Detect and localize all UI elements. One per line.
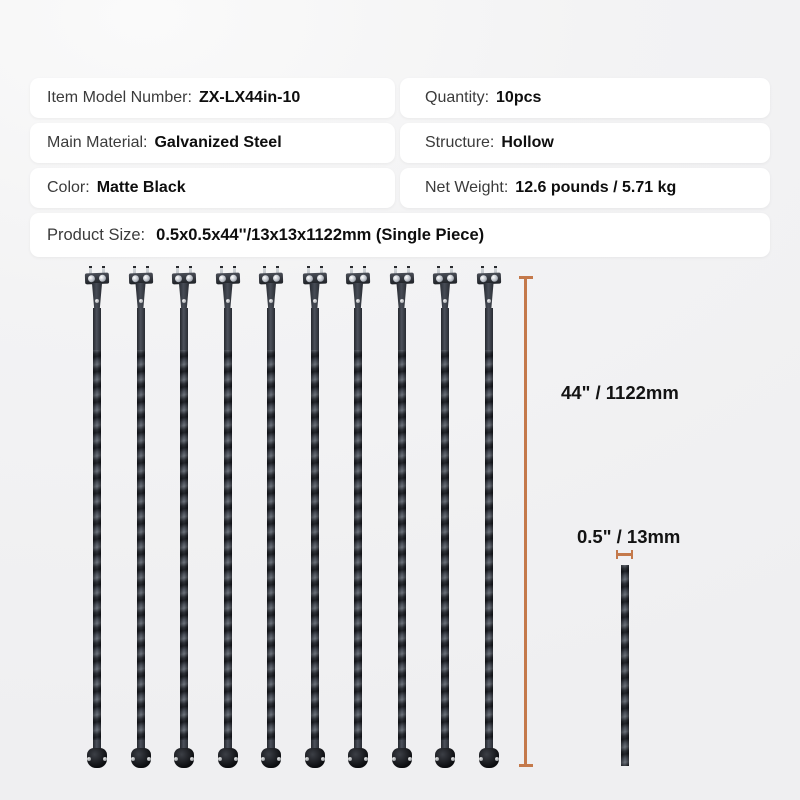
twisted-shaft xyxy=(398,350,406,740)
shaft-plain-top xyxy=(485,308,493,350)
bracket-plate xyxy=(346,273,370,285)
bracket-neck xyxy=(91,283,103,308)
spec-label: Color: xyxy=(47,179,90,196)
baluster xyxy=(256,266,286,768)
bracket-neck xyxy=(483,283,495,308)
shaft-plain-top xyxy=(224,308,232,350)
base-foot xyxy=(305,748,325,768)
base-foot xyxy=(174,748,194,768)
base-foot xyxy=(348,748,368,768)
baluster xyxy=(430,266,460,768)
width-dimension-label: 0.5" / 13mm xyxy=(577,526,681,547)
bracket-plate xyxy=(85,273,109,285)
bolt xyxy=(273,275,280,282)
height-dimension-cap-bottom xyxy=(519,764,533,767)
spec-value: Matte Black xyxy=(96,179,186,196)
shaft-plain-top xyxy=(311,308,319,350)
screw xyxy=(400,299,404,303)
baluster xyxy=(169,266,199,768)
bolt xyxy=(436,275,443,282)
twisted-shaft xyxy=(224,350,232,740)
shaft-plain-top xyxy=(441,308,449,350)
base-foot xyxy=(479,748,499,768)
bracket-neck xyxy=(396,283,408,308)
base-foot xyxy=(435,748,455,768)
bolt xyxy=(88,275,95,282)
bolt xyxy=(349,275,356,282)
baluster xyxy=(82,266,112,768)
bracket-plate xyxy=(476,273,500,285)
bolt xyxy=(479,275,486,282)
bracket-neck xyxy=(178,283,190,308)
spec-value: 10pcs xyxy=(496,89,542,106)
spec-value: Galvanized Steel xyxy=(154,134,282,151)
spec-value: Hollow xyxy=(501,134,554,151)
bracket-neck xyxy=(135,283,147,308)
bolt xyxy=(229,275,236,282)
baluster xyxy=(213,266,243,768)
spec-label: Item Model Number: xyxy=(47,89,192,106)
base-foot xyxy=(392,748,412,768)
bolt xyxy=(447,275,454,282)
screw xyxy=(356,299,360,303)
spec-label: Main Material: xyxy=(47,134,148,151)
height-dimension-cap-top xyxy=(519,276,533,279)
spec-label: Product Size: xyxy=(47,225,146,244)
bracket-plate xyxy=(172,273,196,285)
detail-baluster xyxy=(621,565,629,766)
shaft-plain-top xyxy=(137,308,145,350)
screw xyxy=(443,299,447,303)
twisted-shaft xyxy=(267,350,275,740)
baluster xyxy=(387,266,417,768)
base-foot xyxy=(131,748,151,768)
shaft-plain-top xyxy=(267,308,275,350)
screw xyxy=(182,299,186,303)
bracket-neck xyxy=(309,283,321,308)
width-dimension-tick-left xyxy=(616,550,618,559)
baluster xyxy=(300,266,330,768)
spec-label: Structure: xyxy=(425,134,495,151)
twisted-shaft xyxy=(485,350,493,740)
bracket-plate xyxy=(128,273,152,285)
screw xyxy=(139,299,143,303)
bolt xyxy=(392,275,399,282)
bracket-plate xyxy=(389,273,413,285)
bolt xyxy=(360,275,367,282)
bracket-neck xyxy=(265,283,277,308)
shaft-plain-top xyxy=(354,308,362,350)
spec-label: Net Weight: xyxy=(425,179,509,196)
screw xyxy=(487,299,491,303)
bracket-neck xyxy=(439,283,451,308)
bracket-neck xyxy=(222,283,234,308)
height-dimension-label: 44" / 1122mm xyxy=(561,382,679,403)
spec-value: 0.5x0.5x44''/13x13x1122mm (Single Piece) xyxy=(156,225,485,244)
bolt xyxy=(218,275,225,282)
twisted-shaft xyxy=(354,350,362,740)
spec-value: ZX-LX44in-10 xyxy=(198,89,301,106)
baluster xyxy=(126,266,156,768)
screw xyxy=(95,299,99,303)
bolt xyxy=(316,275,323,282)
height-dimension-line xyxy=(524,277,527,767)
bolt xyxy=(186,275,193,282)
twisted-shaft xyxy=(137,350,145,740)
base-foot xyxy=(218,748,238,768)
twisted-shaft xyxy=(180,350,188,740)
bolt xyxy=(142,275,149,282)
twisted-shaft xyxy=(93,350,101,740)
bracket-plate xyxy=(215,273,239,285)
twisted-shaft xyxy=(441,350,449,740)
bolt xyxy=(175,275,182,282)
base-foot xyxy=(261,748,281,768)
screw xyxy=(313,299,317,303)
spec-value: 12.6 pounds / 5.71 kg xyxy=(515,179,677,196)
bracket-neck xyxy=(352,283,364,308)
bolt xyxy=(262,275,269,282)
bolt xyxy=(131,275,138,282)
twisted-shaft xyxy=(311,350,319,740)
bolt xyxy=(99,275,106,282)
bolt xyxy=(490,275,497,282)
bolt xyxy=(403,275,410,282)
screw xyxy=(226,299,230,303)
shaft-plain-top xyxy=(180,308,188,350)
spec-label: Quantity: xyxy=(425,89,490,106)
bracket-plate xyxy=(433,273,457,285)
bracket-plate xyxy=(259,273,283,285)
bolt xyxy=(305,275,312,282)
base-foot xyxy=(87,748,107,768)
baluster xyxy=(343,266,373,768)
width-dimension-tick-right xyxy=(631,550,633,559)
baluster xyxy=(474,266,504,768)
shaft-plain-top xyxy=(93,308,101,350)
screw xyxy=(269,299,273,303)
shaft-plain-top xyxy=(398,308,406,350)
bracket-plate xyxy=(302,273,326,285)
